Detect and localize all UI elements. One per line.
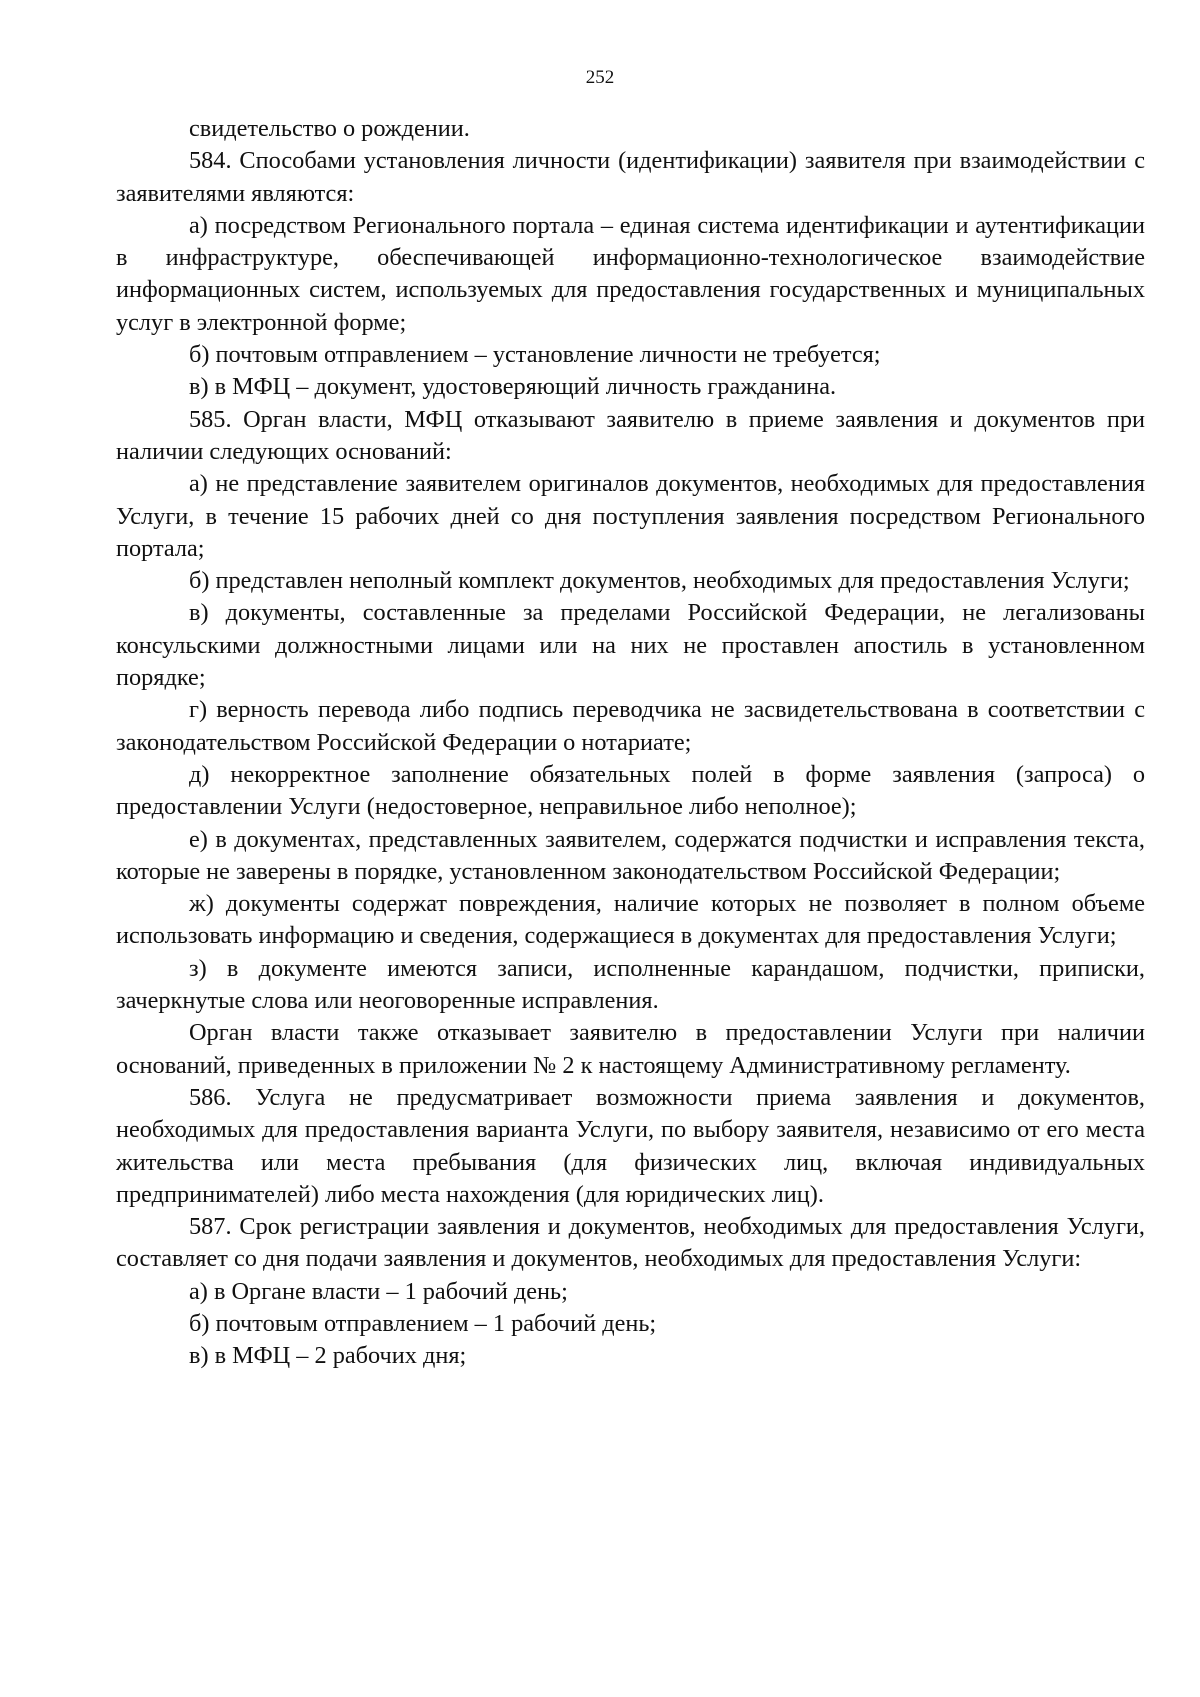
paragraph: а) в Органе власти – 1 рабочий день; <box>189 1277 568 1305</box>
paragraph: б) почтовым отправлением – установление личности не требуется; <box>189 341 881 369</box>
paragraph: а) не представление заявителем оригиналов документов, необходимых для предоставления Услуги, в течение 15 рабочих дней со дня поступления заявления посредством Регионального портала; <box>116 470 1145 562</box>
paragraph: г) верность перевода либо подпись переводчика не засвидетельствована в соответствии с законодательством Российской Федерации о нотариате; <box>116 696 1145 756</box>
paragraph: е) в документах, представленных заявителем, содержатся подчистки и исправления текста, которые не заверены в порядке, установленном законодательством Российской Федерации; <box>116 825 1145 885</box>
paragraph: в) в МФЦ – 2 рабочих дня; <box>189 1342 467 1370</box>
paragraph: а) посредством Регионального портала – единая система идентификации и аутентификации в инфраструктуре, обеспечивающей информационно-технологическое взаимодействие информационных систем, используемых для предоставления государственных и муниципальных услуг в электронной форме; <box>116 211 1145 336</box>
paragraph: 586. Услуга не предусматривает возможности приема заявления и документов, необходимых для предоставления варианта Услуги, по выбору заявителя, независимо от его места жительства или места пребывания (для физических лиц, включая индивидуальных предпринимателей) либо места нахождения (для юридических лиц). <box>116 1083 1145 1208</box>
paragraph: з) в документе имеются записи, исполненные карандашом, подчистки, приписки, зачеркнутые слова или неоговоренные исправления. <box>116 954 1145 1015</box>
paragraph: 585. Орган власти, МФЦ отказывают заявителю в приеме заявления и документов при наличии следующих оснований: <box>116 405 1145 465</box>
paragraph: ж) документы содержат повреждения, наличие которых не позволяет в полном объеме использовать информацию и сведения, содержащиеся в документах для предоставления Услуги; <box>116 890 1145 950</box>
page-number: 252 <box>585 67 615 88</box>
paragraph: 584. Способами установления личности (идентификации) заявителя при взаимодействии с заявителями являются: <box>116 147 1145 207</box>
paragraph: б) представлен неполный комплект документов, необходимых для предоставления Услуги; <box>189 567 1130 595</box>
paragraph: в) в МФЦ – документ, удостоверяющий личность гражданина. <box>189 373 837 401</box>
paragraph: д) некорректное заполнение обязательных полей в форме заявления (запроса) о предоставлении Услуги (недостоверное, неправильное либо неполное); <box>116 760 1145 821</box>
paragraph: Орган власти также отказывает заявителю в предоставлении Услуги при наличии оснований, приведенных в приложении № 2 к настоящему Административному регламенту. <box>116 1019 1145 1079</box>
document-body <box>116 113 1145 1373</box>
paragraph: свидетельство о рождении. <box>189 115 470 142</box>
paragraph: б) почтовым отправлением – 1 рабочий день; <box>189 1309 657 1337</box>
paragraph: в) документы, составленные за пределами Российской Федерации, не легализованы консульскими должностными лицами или на них не проставлен апостиль в установленном порядке; <box>116 599 1145 692</box>
paragraph: 587. Срок регистрации заявления и документов, необходимых для предоставления Услуги, составляет со дня подачи заявления и документов, необходимых для предоставления Услуги: <box>116 1213 1145 1273</box>
